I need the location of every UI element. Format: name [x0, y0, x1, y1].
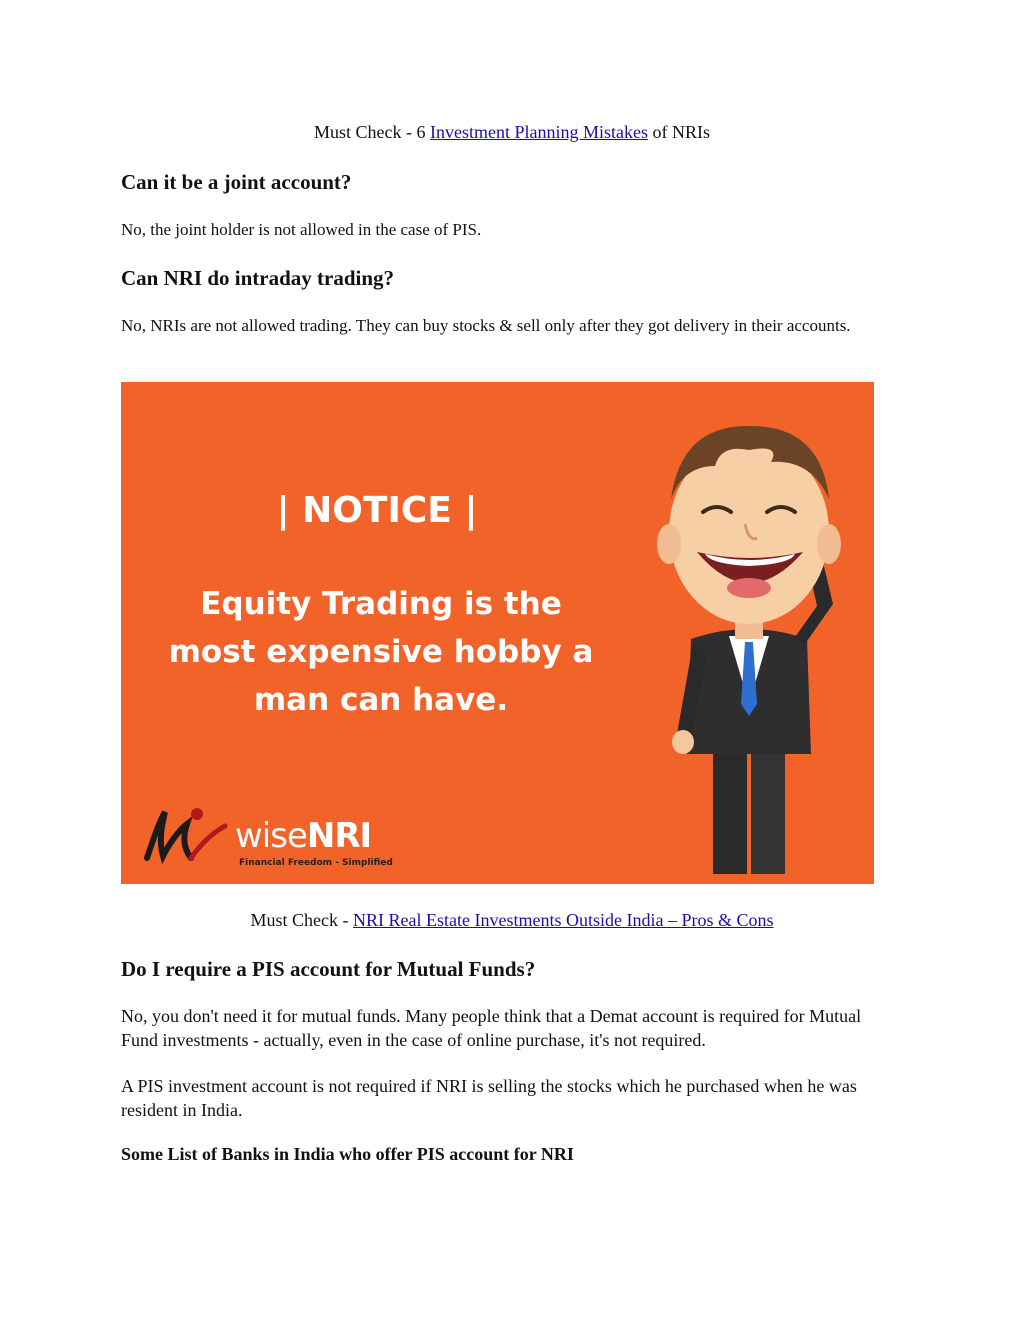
- cartoon-businessman-icon: [621, 404, 871, 884]
- notice-quote: [121, 580, 641, 724]
- notice-title: | NOTICE |: [276, 490, 478, 531]
- must-check-suffix: of NRIs: [647, 122, 710, 142]
- intraday-text: No, NRIs are not allowed trading. They can buy stocks & sell only after they got delivery in their accounts.: [121, 316, 851, 335]
- mutual-funds-text-1: No, you don't need it for mutual funds. Many people think that a Demat account is required for Mutual Fund investments - actually, even in the case of online purchase, it's not required.: [121, 1006, 862, 1050]
- logo-tagline: Financial Freedom - Simplified: [239, 858, 393, 868]
- real-estate-link[interactable]: NRI Real Estate Investments Outside India – Pros & Cons: [353, 910, 774, 930]
- must-check-line: [0, 122, 1024, 143]
- quote-line-2: most expensive hobby a: [168, 634, 594, 670]
- intraday-heading: Can NRI do intraday trading?: [121, 266, 395, 290]
- must-check-prefix: Must Check - 6: [314, 122, 430, 142]
- logo-wordmark: [235, 816, 371, 856]
- quote-line-3: man can have.: [253, 682, 509, 718]
- wisenri-logo: [139, 800, 419, 870]
- logo-wise: wise: [235, 816, 307, 856]
- logo-nri: NRI: [306, 816, 372, 856]
- quote-line-1: Equity Trading is the: [200, 586, 562, 622]
- mutual-funds-text-2: A PIS investment account is not required if NRI is selling the stocks which he purchased when he was resident in India.: [121, 1076, 857, 1120]
- wisenri-swoosh-icon: [139, 800, 235, 870]
- joint-account-text: No, the joint holder is not allowed in the case of PIS.: [121, 220, 482, 239]
- must-check-line-2: [0, 910, 1024, 931]
- banks-list-heading: Some List of Banks in India who offer PIS account for NRI: [121, 1144, 574, 1164]
- investment-mistakes-link[interactable]: Investment Planning Mistakes: [430, 122, 648, 142]
- must-check-prefix-2: Must Check -: [250, 910, 354, 930]
- mutual-funds-heading: Do I require a PIS account for Mutual Funds?: [121, 957, 536, 981]
- joint-account-heading: Can it be a joint account?: [121, 170, 352, 194]
- notice-banner-image: [121, 382, 874, 884]
